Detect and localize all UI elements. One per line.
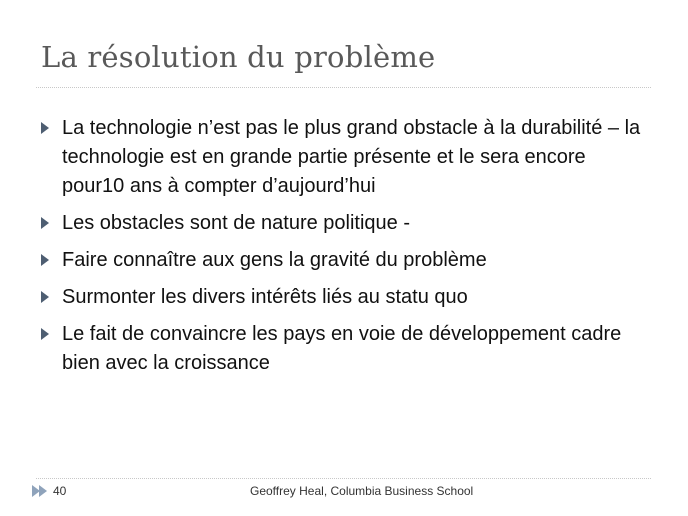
bullet-text: Les obstacles sont de nature politique - <box>62 212 410 234</box>
triangle-bullet-icon <box>41 254 49 266</box>
footer-text: Geoffrey Heal, Columbia Business School <box>250 484 474 498</box>
bullet-text: Surmonter les divers intérêts liés au statu quo <box>62 286 468 308</box>
footer-arrow-icon <box>39 485 47 497</box>
triangle-bullet-icon <box>41 328 49 340</box>
footer-divider <box>36 478 651 479</box>
slide-number: 40 <box>53 484 67 498</box>
bullet-item <box>41 283 646 312</box>
bullet-item <box>41 320 646 378</box>
slide-title: La résolution du problème <box>41 40 436 74</box>
bullet-item <box>41 246 646 275</box>
triangle-bullet-icon <box>41 122 49 134</box>
title-divider <box>36 87 651 88</box>
bullet-text: Le fait de convaincre les pays en voie de développement cadre bien avec la croissance <box>62 323 622 374</box>
bullet-item <box>41 209 646 238</box>
bullet-text: La technologie n’est pas le plus grand obstacle à la durabilité – la technologie est en grande partie présente et le sera encore pour10 ans à compter d’aujourd’hui <box>62 117 641 197</box>
bullet-item <box>41 114 646 201</box>
triangle-bullet-icon <box>41 217 49 229</box>
bullet-text: Faire connaître aux gens la gravité du problème <box>62 249 487 271</box>
bullet-list <box>41 114 646 378</box>
triangle-bullet-icon <box>41 291 49 303</box>
